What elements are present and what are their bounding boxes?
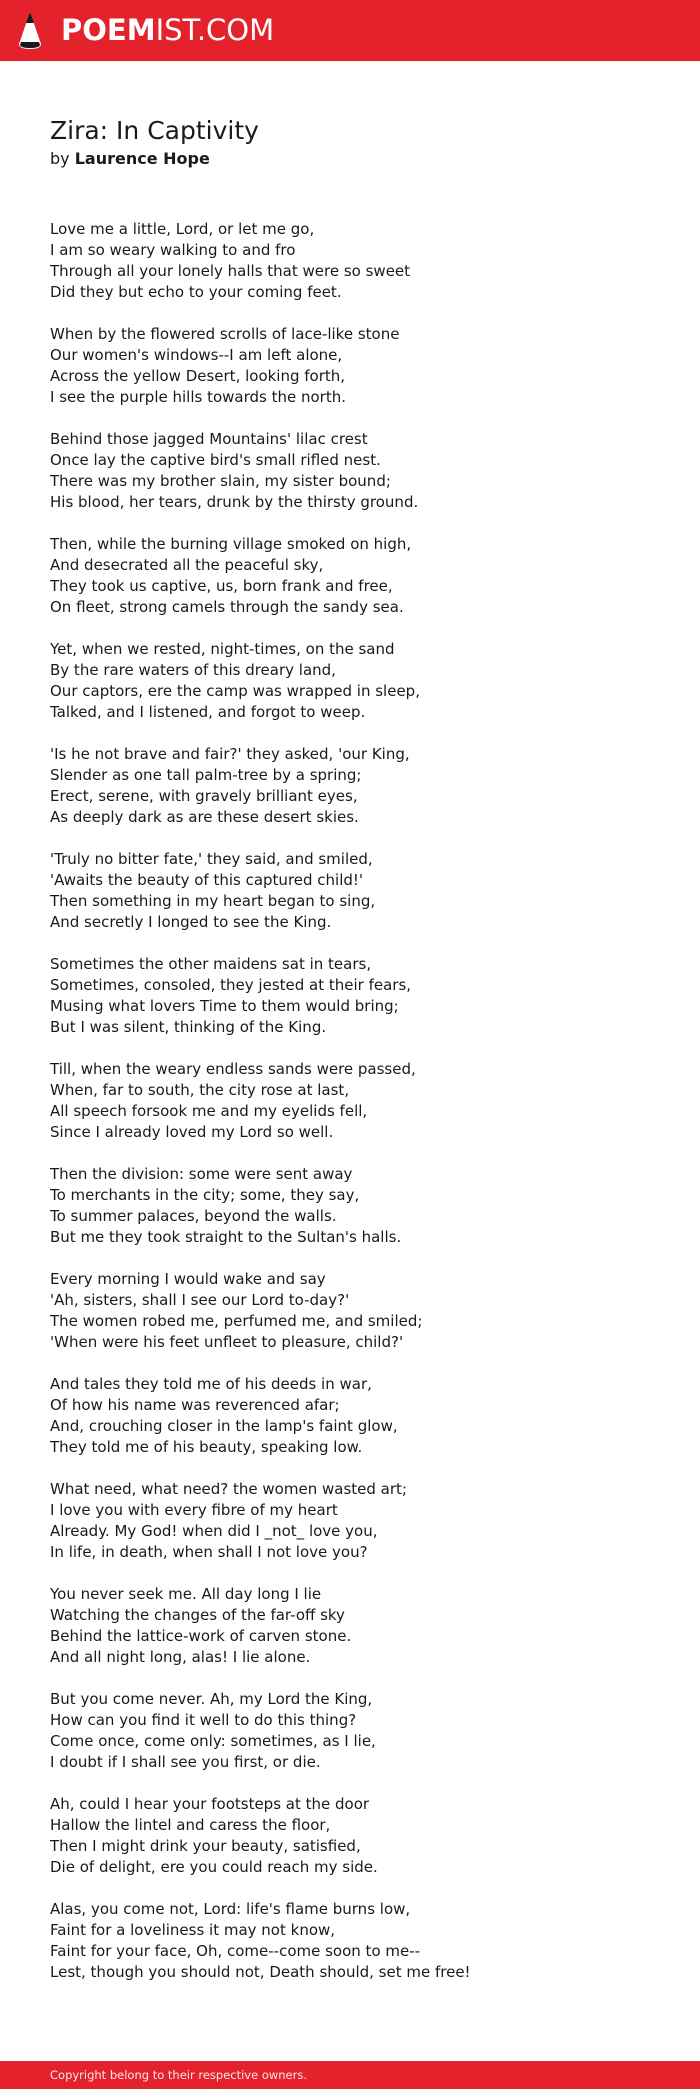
poem-line: Love me a little, Lord, or let me go, — [50, 220, 315, 238]
poem-line: Our captors, ere the camp was wrapped in sleep, — [50, 682, 420, 700]
poem-line: And all night long, alas! I lie alone. — [50, 1648, 311, 1666]
stanza — [50, 1689, 650, 1773]
poem-line: Come once, come only: sometimes, as I lie, — [50, 1732, 376, 1750]
poem-line: I see the purple hills towards the north. — [50, 388, 347, 406]
poem-line: Then the division: some were sent away — [50, 1165, 353, 1183]
stanza — [50, 744, 650, 828]
poem-line: Slender as one tall palm-tree by a spring; — [50, 766, 362, 784]
poem-line: All speech forsook me and my eyelids fell, — [50, 1102, 368, 1120]
poem-line: Sometimes, consoled, they jested at their fears, — [50, 976, 412, 994]
stanza — [50, 429, 650, 513]
poem-line: Sometimes the other maidens sat in tears, — [50, 955, 372, 973]
poem-line: To merchants in the city; some, they say, — [50, 1186, 360, 1204]
poem-line: 'Is he not brave and fair?' they asked, 'our King, — [50, 745, 410, 763]
stanza — [50, 639, 650, 723]
poem-line: 'Ah, sisters, shall I see our Lord to-day?' — [50, 1291, 350, 1309]
poem-line: And, crouching closer in the lamp's faint glow, — [50, 1417, 398, 1435]
poem-line: His blood, her tears, drunk by the thirsty ground. — [50, 493, 419, 511]
poem-line: Then, while the burning village smoked on high, — [50, 535, 412, 553]
poem-line: Every morning I would wake and say — [50, 1270, 326, 1288]
poem-line: Across the yellow Desert, looking forth, — [50, 367, 346, 385]
poem-line: Did they but echo to your coming feet. — [50, 283, 342, 301]
logo-thin-text: IST.COM — [155, 13, 275, 47]
poem-line: On fleet, strong camels through the sandy sea. — [50, 598, 404, 616]
stanza — [50, 534, 650, 618]
poem-line: I doubt if I shall see you first, or die. — [50, 1753, 321, 1771]
poem-line: When by the flowered scrolls of lace-like stone — [50, 325, 400, 343]
poem-line: When, far to south, the city rose at last, — [50, 1081, 350, 1099]
stanza — [50, 1794, 650, 1878]
poem-line: They told me of his beauty, speaking low. — [50, 1438, 363, 1456]
stanza — [50, 1584, 650, 1668]
poem-line: Faint for your face, Oh, come--come soon to me-- — [50, 1942, 421, 1960]
poem-line: By the rare waters of this dreary land, — [50, 661, 336, 679]
poem-title: Zira: In Captivity — [50, 116, 259, 145]
poem-line: I am so weary walking to and fro — [50, 241, 296, 259]
stanza — [50, 324, 650, 408]
poem-line: Already. My God! when did I _not_ love you, — [50, 1522, 378, 1540]
poem-line: Yet, when we rested, night-times, on the sand — [50, 640, 395, 658]
poem-line: Alas, you come not, Lord: life's flame burns low, — [50, 1900, 411, 1918]
poem-line: But me they took straight to the Sultan's halls. — [50, 1228, 402, 1246]
poem-line: 'Awaits the beauty of this captured child!' — [50, 871, 364, 889]
poem-line: But you come never. Ah, my Lord the King, — [50, 1690, 373, 1708]
poem-line: Once lay the captive bird's small rifled nest. — [50, 451, 381, 469]
poem-line: Erect, serene, with gravely brilliant eyes, — [50, 787, 358, 805]
poem-line: Then I might drink your beauty, satisfied, — [50, 1837, 361, 1855]
poem-line: Behind those jagged Mountains' lilac crest — [50, 430, 368, 448]
poem-line: Die of delight, ere you could reach my side. — [50, 1858, 378, 1876]
poem-line: Behind the lattice-work of carven stone. — [50, 1627, 352, 1645]
poem-line: And secretly I longed to see the King. — [50, 913, 332, 931]
stanza — [50, 1374, 650, 1458]
logo-bold-text: POEM — [61, 13, 156, 47]
poem-line: As deeply dark as are these desert skies. — [50, 808, 359, 826]
stanza — [50, 849, 650, 933]
poem-line: Since I already loved my Lord so well. — [50, 1123, 334, 1141]
copyright-text: Copyright belong to their respective owners. — [50, 2068, 308, 2082]
byline — [50, 147, 210, 171]
poem-line: Lest, though you should not, Death should, set me free! — [50, 1963, 471, 1981]
author-name[interactable]: Laurence Hope — [74, 149, 210, 168]
site-logo[interactable] — [61, 12, 274, 48]
poem-body — [50, 219, 650, 2004]
poem-line: Our women's windows--I am left alone, — [50, 346, 343, 364]
poem-line: And desecrated all the peaceful sky, — [50, 556, 324, 574]
poem-line: They took us captive, us, born frank and free, — [50, 577, 393, 595]
site-footer — [0, 2061, 700, 2089]
pencil-icon[interactable] — [17, 11, 43, 51]
poem-line: Musing what lovers Time to them would bring; — [50, 997, 399, 1015]
poem-line: To summer palaces, beyond the walls. — [50, 1207, 337, 1225]
poem-line: What need, what need? the women wasted art; — [50, 1480, 407, 1498]
poem-line: Watching the changes of the far-off sky — [50, 1606, 345, 1624]
poem-line: There was my brother slain, my sister bound; — [50, 472, 391, 490]
poem-line: And tales they told me of his deeds in war, — [50, 1375, 372, 1393]
stanza — [50, 219, 650, 303]
poem-line: You never seek me. All day long I lie — [50, 1585, 322, 1603]
poem-line: But I was silent, thinking of the King. — [50, 1018, 327, 1036]
stanza — [50, 1164, 650, 1248]
stanza — [50, 954, 650, 1038]
poem-line: 'When were his feet unfleet to pleasure, child?' — [50, 1333, 404, 1351]
stanza — [50, 1059, 650, 1143]
poem-line: Ah, could I hear your footsteps at the door — [50, 1795, 370, 1813]
poem-line: Through all your lonely halls that were so sweet — [50, 262, 411, 280]
poem-line: How can you find it well to do this thing? — [50, 1711, 357, 1729]
poem-line: Talked, and I listened, and forgot to weep. — [50, 703, 366, 721]
stanza — [50, 1269, 650, 1353]
poem-line: Hallow the lintel and caress the floor, — [50, 1816, 331, 1834]
stanza — [50, 1479, 650, 1563]
poem-line: In life, in death, when shall I not love you? — [50, 1543, 368, 1561]
poem-line: Then something in my heart began to sing, — [50, 892, 376, 910]
poem-line: Till, when the weary endless sands were passed, — [50, 1060, 416, 1078]
byline-prefix: by — [50, 149, 70, 168]
poem-line: The women robed me, perfumed me, and smiled; — [50, 1312, 423, 1330]
poem-line: Faint for a loveliness it may not know, — [50, 1921, 336, 1939]
poem-line: 'Truly no bitter fate,' they said, and smiled, — [50, 850, 373, 868]
poem-line: Of how his name was reverenced afar; — [50, 1396, 340, 1414]
stanza — [50, 1899, 650, 1983]
site-header — [0, 0, 700, 61]
poem-line: I love you with every fibre of my heart — [50, 1501, 338, 1519]
